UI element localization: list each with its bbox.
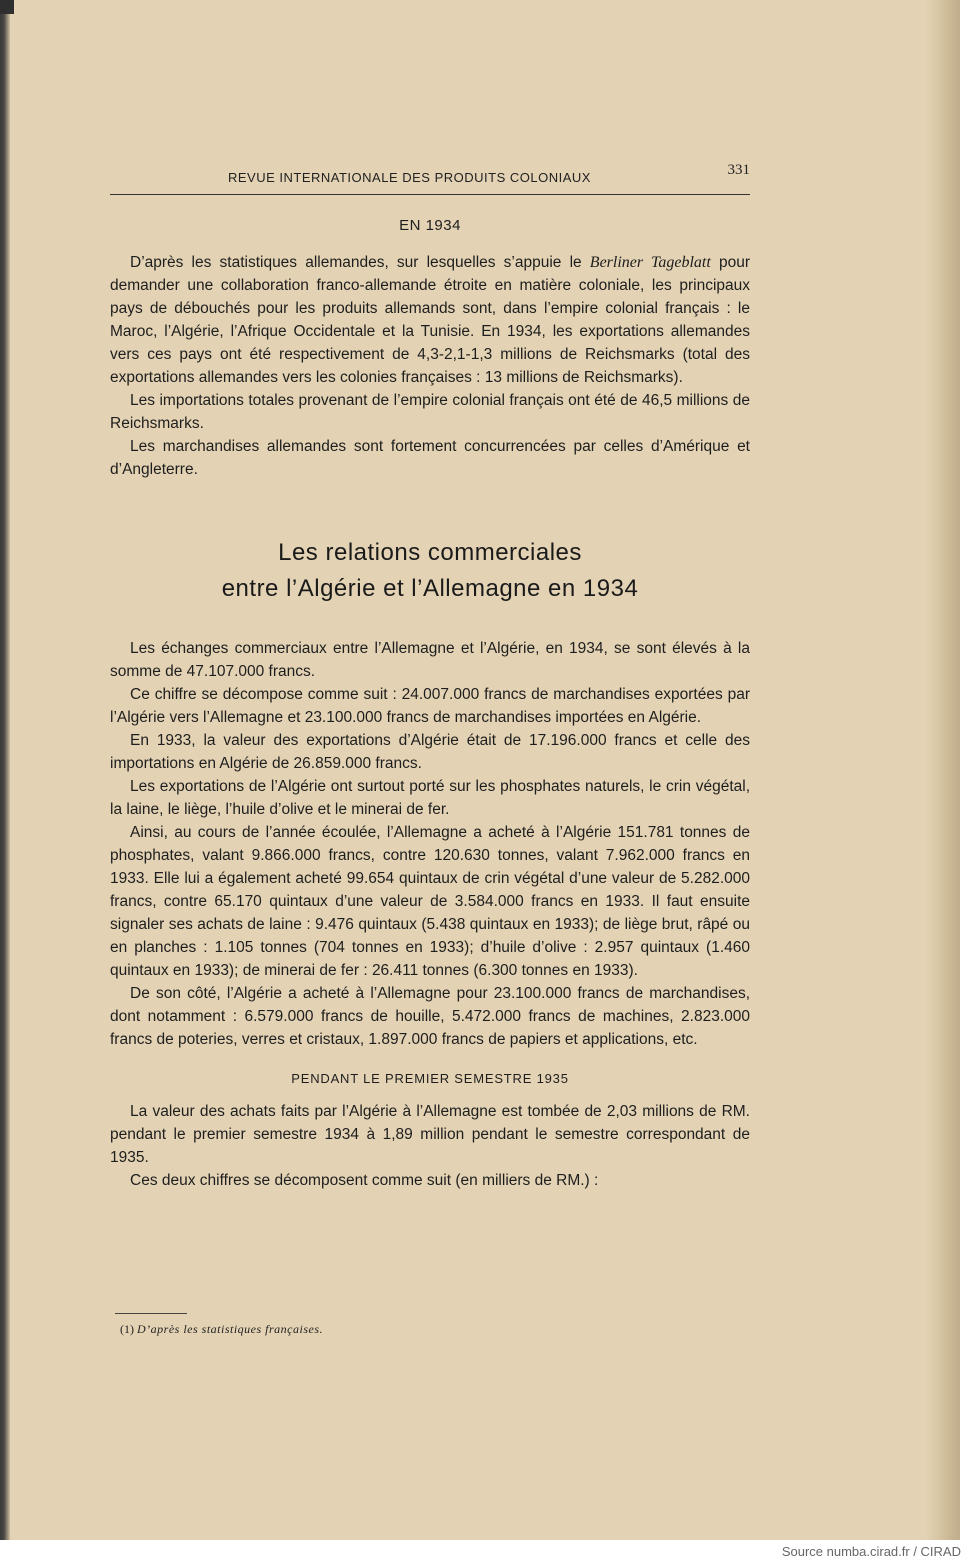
paragraph-text: D’après les statistiques allemandes, sur lesquelles s’appuie le <box>130 254 590 271</box>
sub-heading: PENDANT LE PREMIER SEMESTRE 1935 <box>291 1071 569 1086</box>
paragraph: De son côté, l’Algérie a acheté à l’Allemagne pour 23.100.000 francs de marchandises, dont notamment : 6.579.000 francs de houille, 5.472.000 francs de machines, 2.823.000 francs de poteries, verres et cristaux, 1.897.000 francs de papiers et applications, etc. <box>110 985 750 1048</box>
paragraph: En 1933, la valeur des exportations d’Algérie était de 17.196.000 francs et celle des importations en Algérie de 26.859.000 francs. <box>110 732 750 772</box>
paragraph: Les marchandises allemandes sont fortement concurrencées par celles d’Amérique et d’Angleterre. <box>110 438 750 478</box>
source-credit: Source numba.cirad.fr / CIRAD <box>781 1544 961 1559</box>
newspaper-name: Berliner Tageblatt <box>589 254 711 271</box>
footnote-rule <box>115 1313 187 1314</box>
section-heading: EN 1934 <box>399 217 461 234</box>
paragraph: Ainsi, au cours de l’année écoulée, l’Allemagne a acheté à l’Algérie 151.781 tonnes de phosphates, valant 9.866.000 francs, contre 120.630 tonnes, valant 7.962.000 francs en 1933. Elle lui a également acheté 99.654 quintaux de crin végétal d’une valeur de 5.282.000 francs, contre 65.170 quintaux d’une valeur de 3.584.000 francs en 1933. Il faut ensuite signaler ses achats de laine : 9.476 quintaux (5.438 quintaux en 1933); de liège brut, râpé ou en planches : 1.105 tonnes (704 tonnes en 1933); d’huile d’olive : 2.957 quintaux (1.460 quintaux en 1933); de minerai de fer : 26.411 tonnes (6.300 tonnes en 1933). <box>110 824 750 979</box>
page-number: 331 <box>727 162 750 178</box>
footnote <box>120 1322 323 1337</box>
paragraph: Ce chiffre se décompose comme suit : 24.007.000 francs de marchandises exportées par l’Algérie vers l’Allemagne et 23.100.000 francs de marchandises importées en Algérie. <box>110 686 750 726</box>
footnote-marker: (1) <box>120 1322 134 1336</box>
paragraph: Les échanges commerciaux entre l’Allemagne et l’Algérie, en 1934, se sont élevés à la somme de 47.107.000 francs. <box>110 640 750 680</box>
article-title-line: entre l’Algérie et l’Allemagne en 1934 <box>221 575 639 602</box>
paragraph: Les exportations de l’Algérie ont surtout porté sur les phosphates naturels, le crin végétal, la laine, le liège, l’huile d’olive et le minerai de fer. <box>110 778 750 818</box>
paragraph-text: pour demander une collaboration franco-allemande étroite en matière coloniale, les principaux pays de débouchés pour les produits allemands sont, dans l’empire colonial français : le Maroc, l’Algérie, l’Afrique Occidentale et la Tunisie. En 1934, les exportations allemandes vers ces pays ont été respectivement de 4,3-2,1-1,3 millions de Reichsmarks (total des exportations allemandes vers les colonies françaises : 13 millions de Reichsmarks). <box>110 254 750 386</box>
corner-mark <box>0 0 14 14</box>
paragraph <box>110 251 750 389</box>
page-right-edge <box>925 0 960 1540</box>
running-title: REVUE INTERNATIONALE DES PRODUITS COLONIAUX <box>228 170 591 185</box>
paragraph: La valeur des achats faits par l’Algérie à l’Allemagne est tombée de 2,03 millions de RM. pendant le premier semestre 1934 à 1,89 million pendant le semestre correspondant de 1935. <box>110 1103 750 1166</box>
article-title <box>110 535 750 607</box>
paragraph: Ces deux chiffres se décomposent comme suit (en milliers de RM.) : <box>130 1172 599 1189</box>
page-content <box>110 214 750 1192</box>
article-title-line: Les relations commerciales <box>278 539 582 566</box>
page-left-edge <box>0 0 10 1540</box>
running-header <box>110 160 750 195</box>
paragraph: Les importations totales provenant de l’empire colonial français ont été de 46,5 millions de Reichsmarks. <box>110 392 750 432</box>
footnote-text: D’après les statistiques françaises. <box>137 1322 323 1336</box>
